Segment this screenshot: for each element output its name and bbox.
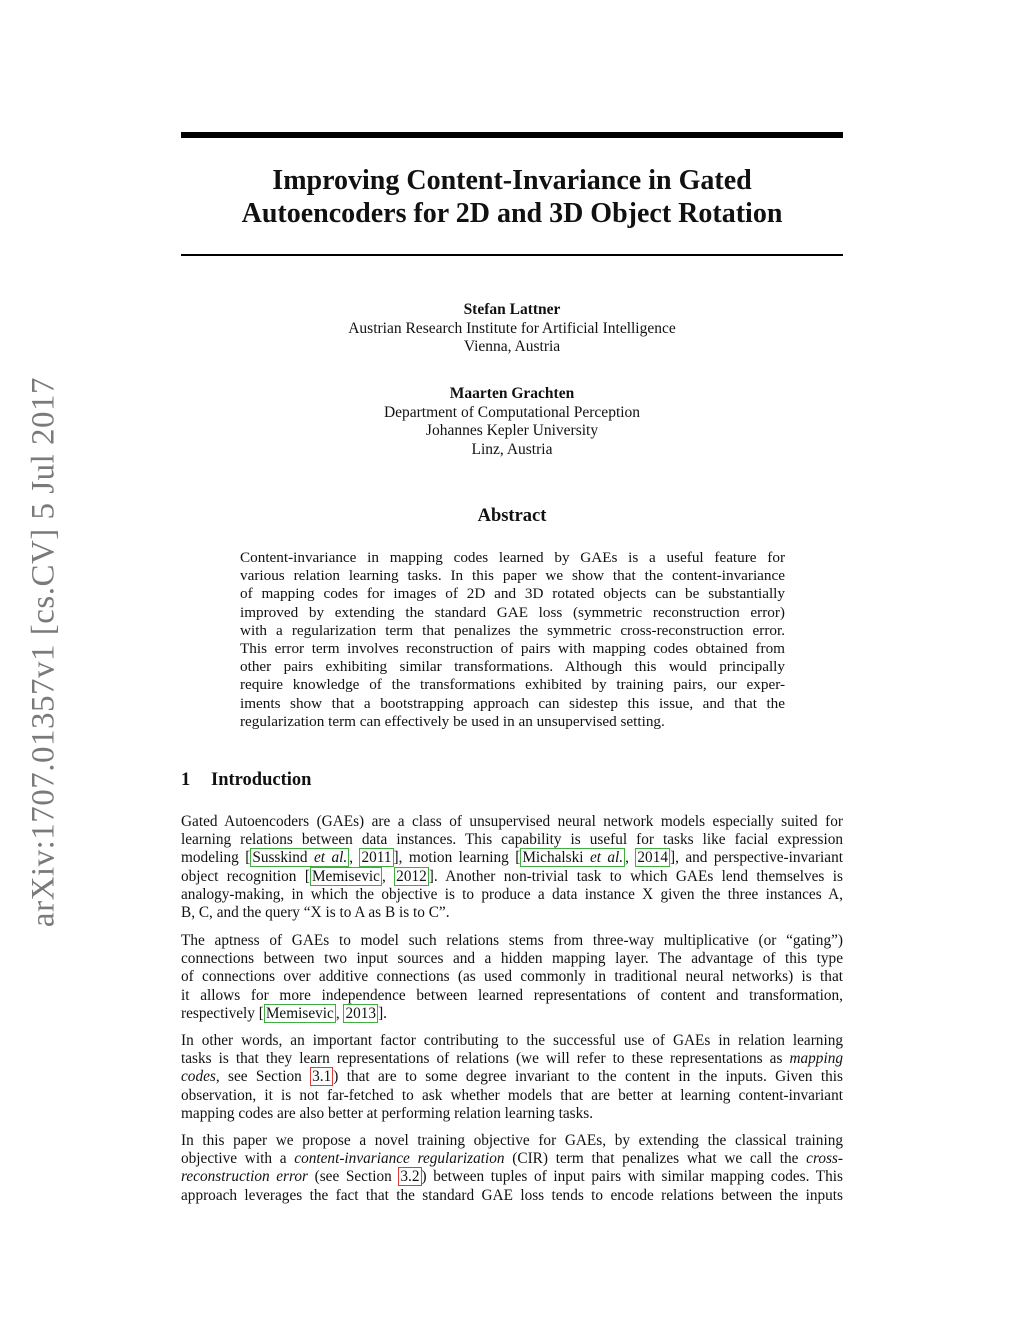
- abstract-line: regularization term can effectively be used in an unsupervised setting.: [240, 712, 665, 730]
- paragraph-3: [181, 1032, 843, 1123]
- text-line: observation, it is not far-fetched to ask whether models that are better at learning content-invariant: [181, 1086, 843, 1104]
- section-heading-introduction: [181, 770, 311, 791]
- text-line: In other words, an important factor contributing to the successful use of GAEs in relation learning: [181, 1032, 843, 1049]
- text-line: modeling [ Susskind et al. , 2011 ], motion learning [ Michalski et al. , 2014 ], and perspective-invariant: [181, 849, 843, 867]
- abstract-line: various relation learning tasks. In this paper we show that the content-invariance: [240, 567, 785, 585]
- text-line: mapping codes are also better at performing relation learning tasks.: [181, 1104, 594, 1122]
- section-title: Introduction: [211, 770, 312, 790]
- citation-year-link[interactable]: 2014: [637, 849, 668, 867]
- citation-link[interactable]: Michalski et al.: [522, 849, 624, 867]
- text-line: it allows for more independence between learned representations of content and transformation,: [181, 986, 843, 1004]
- text-line: respectively [ Memisevic , 2013 ].: [181, 1004, 387, 1022]
- text-line: approach leverages the fact that the standard GAE loss tends to encode relations between the inputs: [181, 1186, 843, 1204]
- paragraph-4: [181, 1132, 843, 1205]
- author-affiliation: Austrian Research Institute for Artificial Intelligence: [348, 319, 676, 337]
- text-line: objective with a content-invariance regularization (CIR) term that penalizes what we call the cross-: [181, 1150, 843, 1168]
- text-line: reconstruction error (see Section 3.2 ) between tuples of input pairs with similar mapping codes. This: [181, 1168, 843, 1186]
- author-location: Linz, Austria: [471, 440, 553, 458]
- text-line: tasks is that they learn representations of relations (we will refer to these representations as mapping: [181, 1050, 843, 1068]
- abstract-line: require knowledge of the transformations exhibited by training pairs, our exper-: [240, 676, 785, 694]
- citation-link[interactable]: Memisevic: [265, 1004, 334, 1022]
- citation-year-link[interactable]: 2012: [396, 867, 427, 885]
- title-bottom-rule: [181, 254, 843, 256]
- author-block-2: [181, 385, 843, 459]
- abstract-line: improved by extending the standard GAE loss (symmetric reconstruction error): [240, 603, 785, 621]
- section-number: 1: [181, 770, 191, 790]
- section-reference-link[interactable]: 3.1: [312, 1068, 332, 1086]
- text-line: of connections over additive connections (as used commonly in traditional neural networks) is that: [181, 968, 843, 986]
- paragraph-1: [181, 813, 843, 922]
- citation-link[interactable]: Susskind et al.: [252, 849, 348, 867]
- text-line: analogy-making, in which the objective is to produce a data instance X given the three instances A,: [181, 885, 843, 903]
- abstract-body: [240, 549, 785, 731]
- title-line-1: Improving Content-Invariance in Gated: [272, 165, 752, 196]
- abstract-line: other pairs exhibiting similar transformations. Although this would principally: [240, 658, 785, 676]
- paper-title: [181, 164, 843, 230]
- author-affiliation: Johannes Kepler University: [425, 422, 599, 439]
- section-reference-link[interactable]: 3.2: [400, 1168, 420, 1186]
- citation-year-link[interactable]: 2013: [345, 1004, 377, 1022]
- text-line: In this paper we propose a novel training objective for GAEs, by extending the classical training: [181, 1132, 843, 1149]
- text-line: The aptness of GAEs to model such relations stems from three-way multiplicative (or “gating”): [181, 932, 843, 949]
- text-line: object recognition [ Memisevic , 2012 ]. Another non-trivial task to which GAEs lend themselves is: [181, 867, 843, 885]
- abstract-line: iments show that a bootstrapping approach can sidestep this issue, and that the: [240, 694, 785, 712]
- text-line: connections between two input sources and a hidden mapping layer. The advantage of this type: [181, 950, 843, 968]
- author-name: Stefan Lattner: [463, 301, 561, 318]
- abstract-heading: Abstract: [477, 506, 547, 526]
- citation-link[interactable]: Memisevic: [311, 867, 380, 885]
- citation-year-link[interactable]: 2011: [361, 849, 392, 867]
- author-affiliation: Department of Computational Perception: [383, 403, 641, 421]
- abstract-line: Content-invariance in mapping codes learned by GAEs is a useful feature for: [240, 549, 785, 566]
- text-line: Gated Autoencoders (GAEs) are a class of unsupervised neural network models especially suited for: [181, 813, 843, 830]
- abstract-line: with a regularization term that penalizes the symmetric cross-reconstruction error.: [240, 621, 785, 639]
- text-line: codes, see Section 3.1 ) that are to some degree invariant to the content in the inputs. Given this: [181, 1068, 843, 1086]
- paragraph-2: [181, 932, 843, 1023]
- abstract-line: This error term involves reconstruction of pairs with mapping codes obtained from: [240, 640, 785, 658]
- author-name: Maarten Grachten: [449, 385, 575, 402]
- title-line-2: Autoencoders for 2D and 3D Object Rotation: [241, 198, 783, 229]
- text-line: B, C, and the query “X is to A as B is to C”.: [181, 904, 450, 922]
- author-location: Vienna, Austria: [463, 338, 561, 355]
- abstract-line: of mapping codes for images of 2D and 3D rotated objects can be substantially: [240, 585, 785, 603]
- text-line: learning relations between data instances. This capability is useful for tasks like facial expression: [181, 831, 843, 849]
- author-block-1: [181, 301, 843, 357]
- arxiv-stamp: arXiv:1707.01357v1 [cs.CV] 5 Jul 2017: [25, 376, 62, 928]
- title-top-rule: [181, 132, 843, 138]
